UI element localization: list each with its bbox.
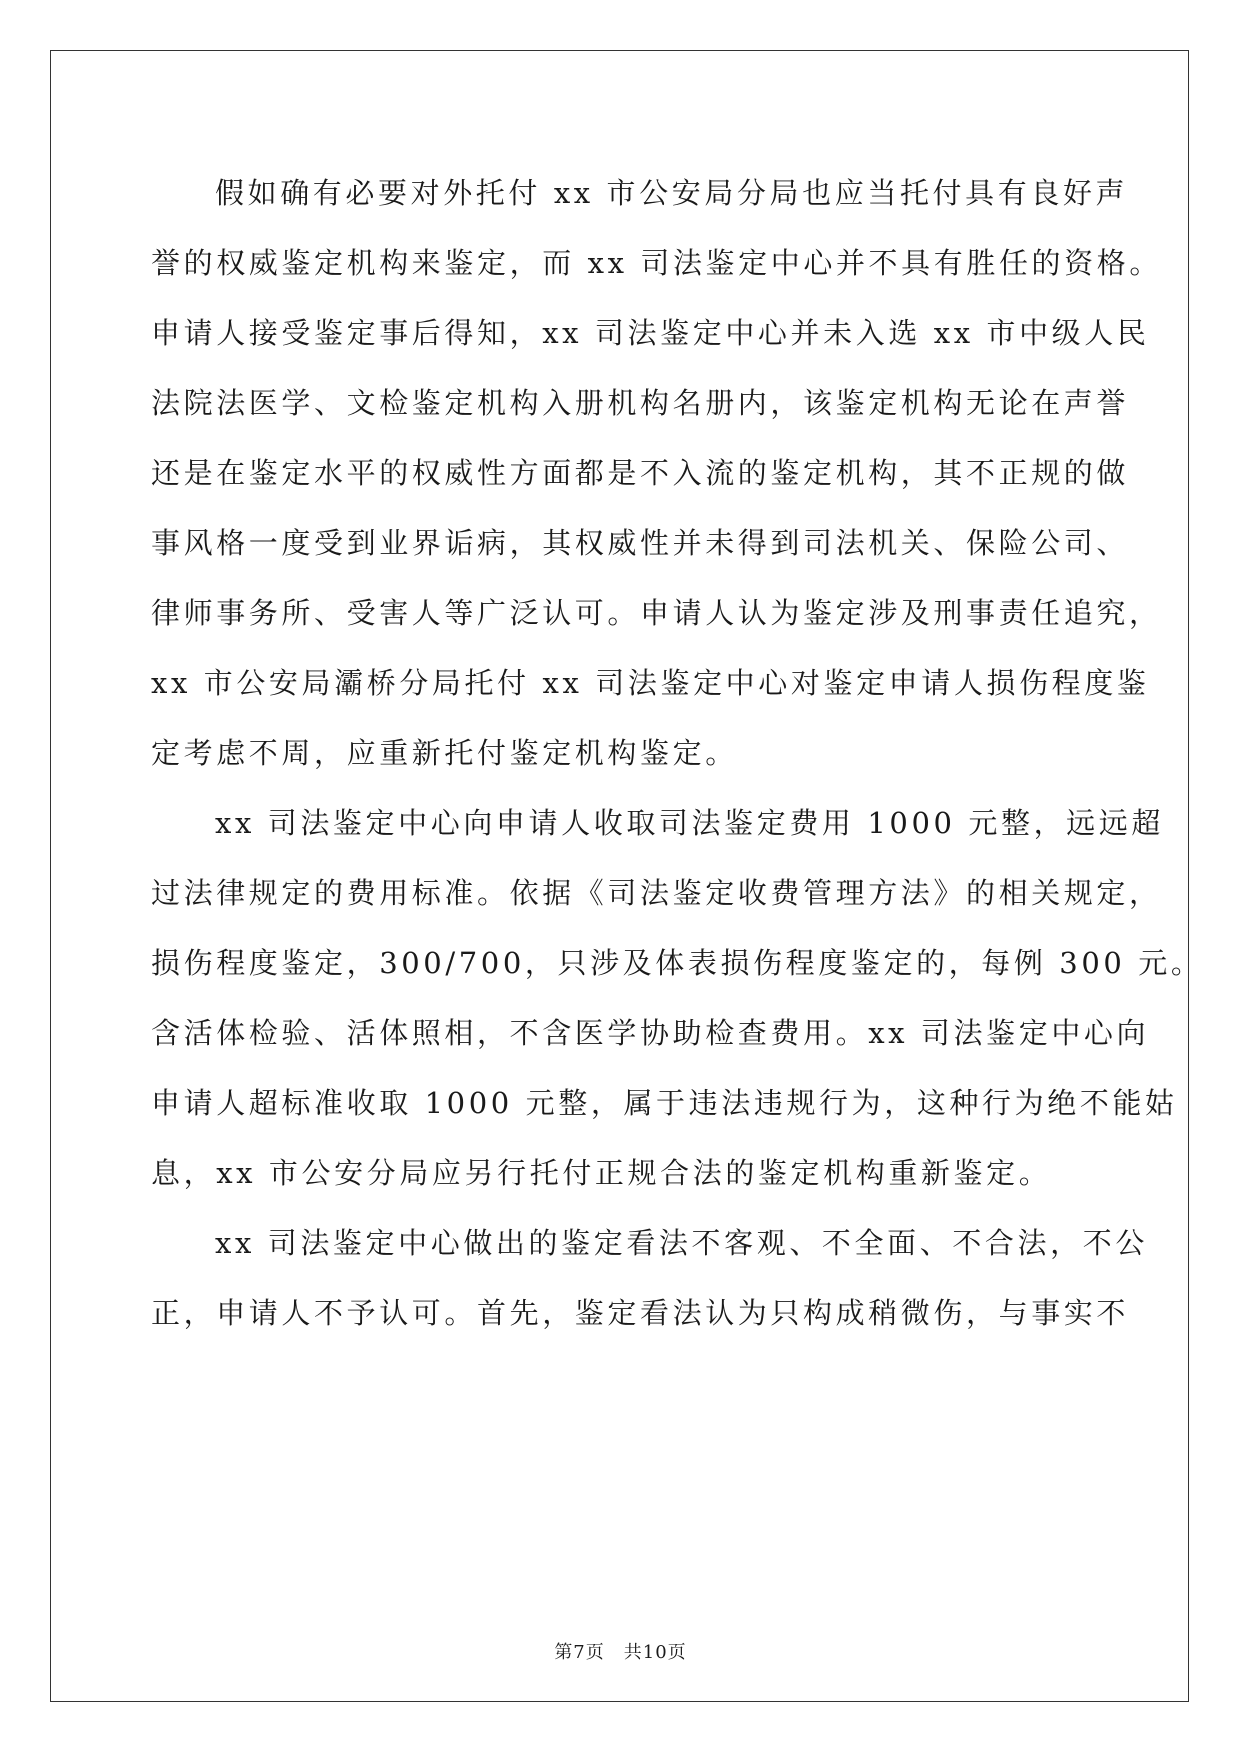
text-line: 损伤程度鉴定，300/700，只涉及体表损伤程度鉴定的，每例 300 元。 [151,946,1204,980]
page-number: 第7页 共10页 [554,1642,687,1663]
text-line: 假如确有必要对外托付 xx 市公安局分局也应当托付具有良好声 [215,176,1129,210]
text-line: xx 市公安局灞桥分局托付 xx 司法鉴定中心对鉴定申请人损伤程度鉴 [151,666,1150,700]
text-line: 事风格一度受到业界诟病，其权威性并未得到司法机关、保险公司、 [151,526,1130,560]
text-line: 律师事务所、受害人等广泛认可。申请人认为鉴定涉及刑事责任追究， [151,596,1162,630]
text-line: xx 司法鉴定中心向申请人收取司法鉴定费用 1000 元整，远远超 [215,806,1164,840]
text-line: 申请人超标准收取 1000 元整，属于违法违规行为，这种行为绝不能姑 [151,1086,1178,1120]
text-line: 过法律规定的费用标准。依据《司法鉴定收费管理方法》的相关规定， [151,876,1162,910]
document-body [151,158,1204,1348]
text-line: xx 司法鉴定中心做出的鉴定看法不客观、不全面、不合法，不公 [215,1226,1148,1260]
text-line: 还是在鉴定水平的权威性方面都是不入流的鉴定机构，其不正规的做 [151,456,1130,490]
text-line: 申请人接受鉴定事后得知，xx 司法鉴定中心并未入选 xx 市中级人民 [151,316,1150,350]
text-line: 法院法医学、文检鉴定机构入册机构名册内，该鉴定机构无论在声誉 [151,386,1130,420]
text-line: 正，申请人不予认可。首先，鉴定看法认为只构成稍微伤，与事实不 [151,1296,1130,1330]
text-line: 誉的权威鉴定机构来鉴定，而 xx 司法鉴定中心并不具有胜任的资格。 [151,246,1162,280]
text-line: 含活体检验、活体照相，不含医学协助检查费用。xx 司法鉴定中心向 [151,1016,1150,1050]
text-line: 息，xx 市公安分局应另行托付正规合法的鉴定机构重新鉴定。 [151,1156,1052,1190]
text-line: 定考虑不周，应重新托付鉴定机构鉴定。 [151,736,738,770]
